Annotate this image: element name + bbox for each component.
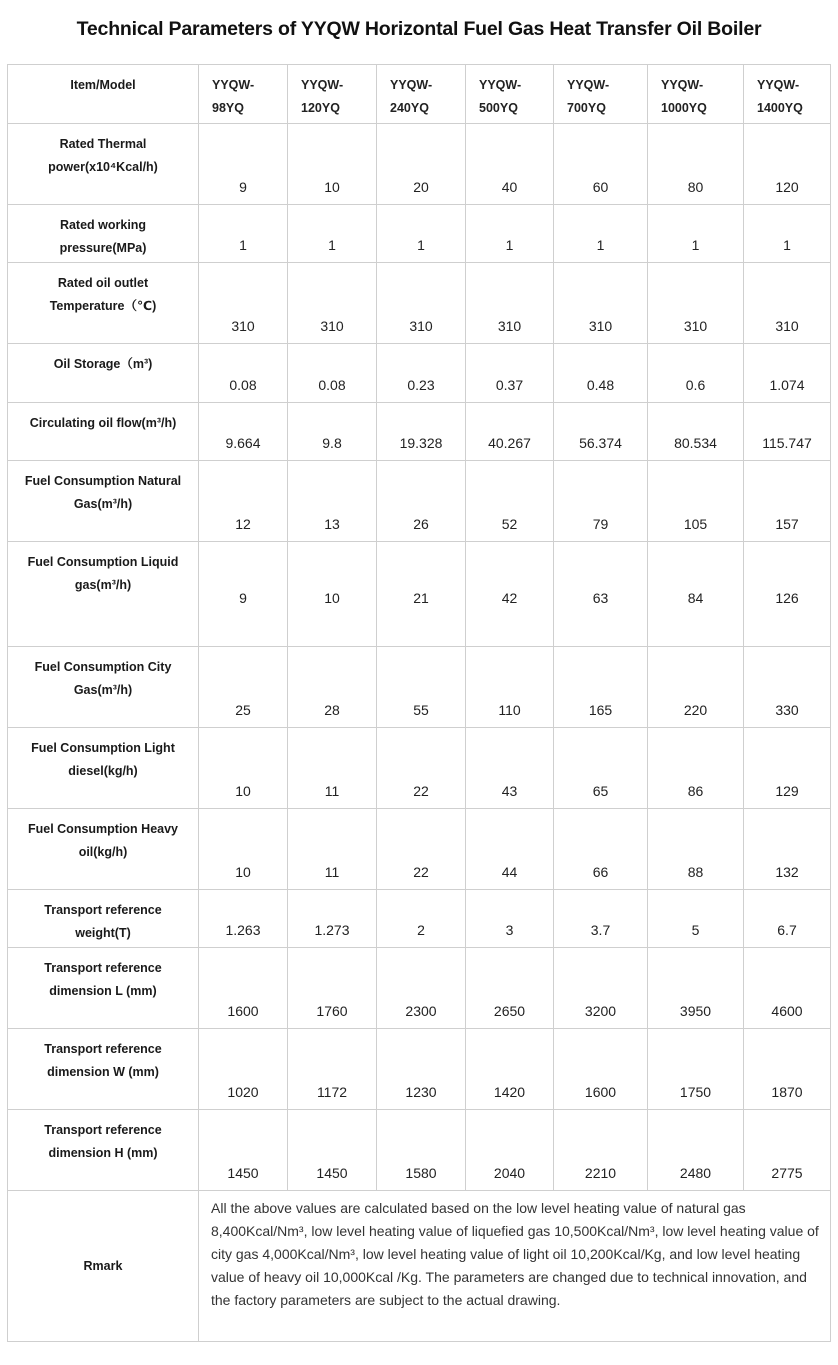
table-row [8,809,831,890]
value-cell: 1 [288,205,377,263]
value-cell: 2 [377,890,466,948]
value-cell: 21 [377,542,466,647]
value-cell: 310 [648,263,744,344]
model-header-line: 1000YQ [661,101,707,115]
value-cell: 115.747 [744,403,831,461]
table-row [8,948,831,1029]
row-label [8,890,199,948]
row-label-line: Fuel Consumption City [34,660,172,674]
value-cell: 1 [377,205,466,263]
value-cell: 88 [648,809,744,890]
model-header [648,65,744,124]
value-cell: 310 [288,263,377,344]
value-cell: 132 [744,809,831,890]
value-cell: 9.8 [288,403,377,461]
row-label-line: dimension H (mm) [48,1146,158,1160]
value-cell: 2300 [377,948,466,1029]
value-cell: 310 [377,263,466,344]
value-cell: 9 [199,124,288,205]
value-cell: 56.374 [554,403,648,461]
value-cell: 330 [744,647,831,728]
table-row [8,205,831,263]
row-label-line: Rated Thermal [59,137,147,151]
value-cell: 129 [744,728,831,809]
value-cell: 42 [466,542,554,647]
value-cell: 1580 [377,1110,466,1191]
value-cell: 310 [554,263,648,344]
row-label [8,205,199,263]
row-label [8,647,199,728]
table-row [8,542,831,647]
row-label [8,809,199,890]
value-cell: 105 [648,461,744,542]
row-label [8,403,199,461]
row-label [8,124,199,205]
value-cell: 1 [466,205,554,263]
row-label-line: Rated working [59,218,147,232]
value-cell: 1 [554,205,648,263]
value-cell: 55 [377,647,466,728]
value-cell: 25 [199,647,288,728]
model-header-line: YYQW- [390,78,433,92]
value-cell: 40.267 [466,403,554,461]
value-cell: 1600 [554,1029,648,1110]
model-header-line: YYQW- [757,78,800,92]
value-cell: 19.328 [377,403,466,461]
row-label-line: Fuel Consumption Light [31,741,175,755]
table-row [8,1110,831,1191]
model-header-line: 500YQ [479,101,518,115]
value-cell: 2480 [648,1110,744,1191]
value-cell: 10 [199,728,288,809]
row-label-line: Transport reference [44,1123,162,1137]
table-row [8,344,831,403]
row-label-line: Transport reference [44,903,162,917]
row-label-line: Fuel Consumption Heavy [27,822,179,836]
value-cell: 0.6 [648,344,744,403]
model-header [466,65,554,124]
model-header-line: 240YQ [390,101,429,115]
row-label-line: dimension L (mm) [49,984,157,998]
model-header-line: 1400YQ [757,101,803,115]
model-header [554,65,648,124]
model-header-line: 700YQ [567,101,606,115]
value-cell: 1870 [744,1029,831,1110]
table-row [8,728,831,809]
value-cell: 26 [377,461,466,542]
model-header-line: 98YQ [212,101,244,115]
page-title: Technical Parameters of YYQW Horizontal Fuel Gas Heat Transfer Oil Boiler [76,18,762,40]
value-cell: 44 [466,809,554,890]
value-cell: 1230 [377,1029,466,1110]
value-cell: 4600 [744,948,831,1029]
value-cell: 3.7 [554,890,648,948]
value-cell: 11 [288,809,377,890]
row-label-line: Oil Storage（m³) [53,357,153,371]
value-cell: 86 [648,728,744,809]
value-cell: 11 [288,728,377,809]
row-label [8,1029,199,1110]
value-cell: 22 [377,728,466,809]
table-row [8,1029,831,1110]
value-cell: 157 [744,461,831,542]
value-cell: 1 [199,205,288,263]
row-label-line: power(x10⁴Kcal/h) [48,160,158,174]
remark-text: All the above values are calculated based on the low level heating value of natural gas 8,400Kcal/Nm³, low level heating value of liquefied gas 10,500Kcal/Nm³, low level heating value of city gas 4,000Kcal/Nm³, low level heating value of light oil 10,200Kcal/Kg, and low level heating value of heavy oil 10,000Kcal /Kg. The parameters are changed due to technical innovation, and the factory parameters are subject to the actual drawing. [199,1191,831,1342]
value-cell: 2775 [744,1110,831,1191]
value-cell: 0.23 [377,344,466,403]
value-cell: 310 [466,263,554,344]
value-cell: 80.534 [648,403,744,461]
value-cell: 2210 [554,1110,648,1191]
table-row [8,263,831,344]
model-header [199,65,288,124]
value-cell: 20 [377,124,466,205]
value-cell: 1172 [288,1029,377,1110]
row-label [8,344,199,403]
value-cell: 65 [554,728,648,809]
table-row [8,461,831,542]
value-cell: 9.664 [199,403,288,461]
value-cell: 1600 [199,948,288,1029]
value-cell: 40 [466,124,554,205]
row-label-line: oil(kg/h) [78,845,128,859]
model-header-line: YYQW- [479,78,522,92]
value-cell: 1020 [199,1029,288,1110]
value-cell: 6.7 [744,890,831,948]
value-cell: 60 [554,124,648,205]
value-cell: 79 [554,461,648,542]
header-item-model: Item/Model [8,65,199,124]
model-header-line: YYQW- [567,78,610,92]
value-cell: 28 [288,647,377,728]
value-cell: 220 [648,647,744,728]
value-cell: 110 [466,647,554,728]
row-label-line: Gas(m³/h) [73,497,133,511]
parameters-table [7,64,831,1342]
value-cell: 0.08 [288,344,377,403]
value-cell: 310 [199,263,288,344]
value-cell: 165 [554,647,648,728]
table-row [8,647,831,728]
header-row [8,65,831,124]
value-cell: 3200 [554,948,648,1029]
row-label-line: diesel(kg/h) [68,764,138,778]
model-header [377,65,466,124]
value-cell: 1 [648,205,744,263]
value-cell: 22 [377,809,466,890]
value-cell: 9 [199,542,288,647]
model-header [744,65,831,124]
value-cell: 43 [466,728,554,809]
model-header-line: YYQW- [301,78,344,92]
value-cell: 84 [648,542,744,647]
row-label-line: Transport reference [44,1042,162,1056]
row-label [8,1110,199,1191]
value-cell: 10 [288,124,377,205]
value-cell: 1420 [466,1029,554,1110]
remark-label: Rmark [8,1191,199,1342]
table-row [8,403,831,461]
row-label-line: weight(T) [75,926,131,940]
row-label [8,263,199,344]
row-label-line: Fuel Consumption Liquid [27,555,179,569]
row-label-line: Temperature（℃) [49,299,157,313]
value-cell: 3950 [648,948,744,1029]
model-header-line: YYQW- [661,78,704,92]
row-label-line: dimension W (mm) [47,1065,159,1079]
value-cell: 1760 [288,948,377,1029]
value-cell: 1450 [288,1110,377,1191]
value-cell: 63 [554,542,648,647]
value-cell: 5 [648,890,744,948]
row-label-line: Fuel Consumption Natural [24,474,182,488]
value-cell: 0.37 [466,344,554,403]
model-header [288,65,377,124]
value-cell: 0.08 [199,344,288,403]
value-cell: 3 [466,890,554,948]
value-cell: 66 [554,809,648,890]
value-cell: 1750 [648,1029,744,1110]
value-cell: 2650 [466,948,554,1029]
value-cell: 10 [199,809,288,890]
value-cell: 13 [288,461,377,542]
row-label [8,461,199,542]
value-cell: 1.074 [744,344,831,403]
table-row [8,890,831,948]
model-header-line: YYQW- [212,78,255,92]
row-label-line: Transport reference [44,961,162,975]
model-header-line: 120YQ [301,101,340,115]
row-label-line: gas(m³/h) [74,578,132,592]
value-cell: 12 [199,461,288,542]
value-cell: 126 [744,542,831,647]
value-cell: 0.48 [554,344,648,403]
value-cell: 2040 [466,1110,554,1191]
value-cell: 120 [744,124,831,205]
value-cell: 1450 [199,1110,288,1191]
value-cell: 1.263 [199,890,288,948]
row-label [8,542,199,647]
table-row [8,124,831,205]
row-label-line: Circulating oil flow(m³/h) [29,416,177,430]
row-label-line: pressure(MPa) [59,241,147,255]
value-cell: 10 [288,542,377,647]
row-label [8,948,199,1029]
value-cell: 310 [744,263,831,344]
value-cell: 1 [744,205,831,263]
row-label-line: Gas(m³/h) [73,683,133,697]
row-label [8,728,199,809]
value-cell: 52 [466,461,554,542]
remark-row [8,1191,831,1342]
value-cell: 1.273 [288,890,377,948]
row-label-line: Rated oil outlet [57,276,149,290]
value-cell: 80 [648,124,744,205]
